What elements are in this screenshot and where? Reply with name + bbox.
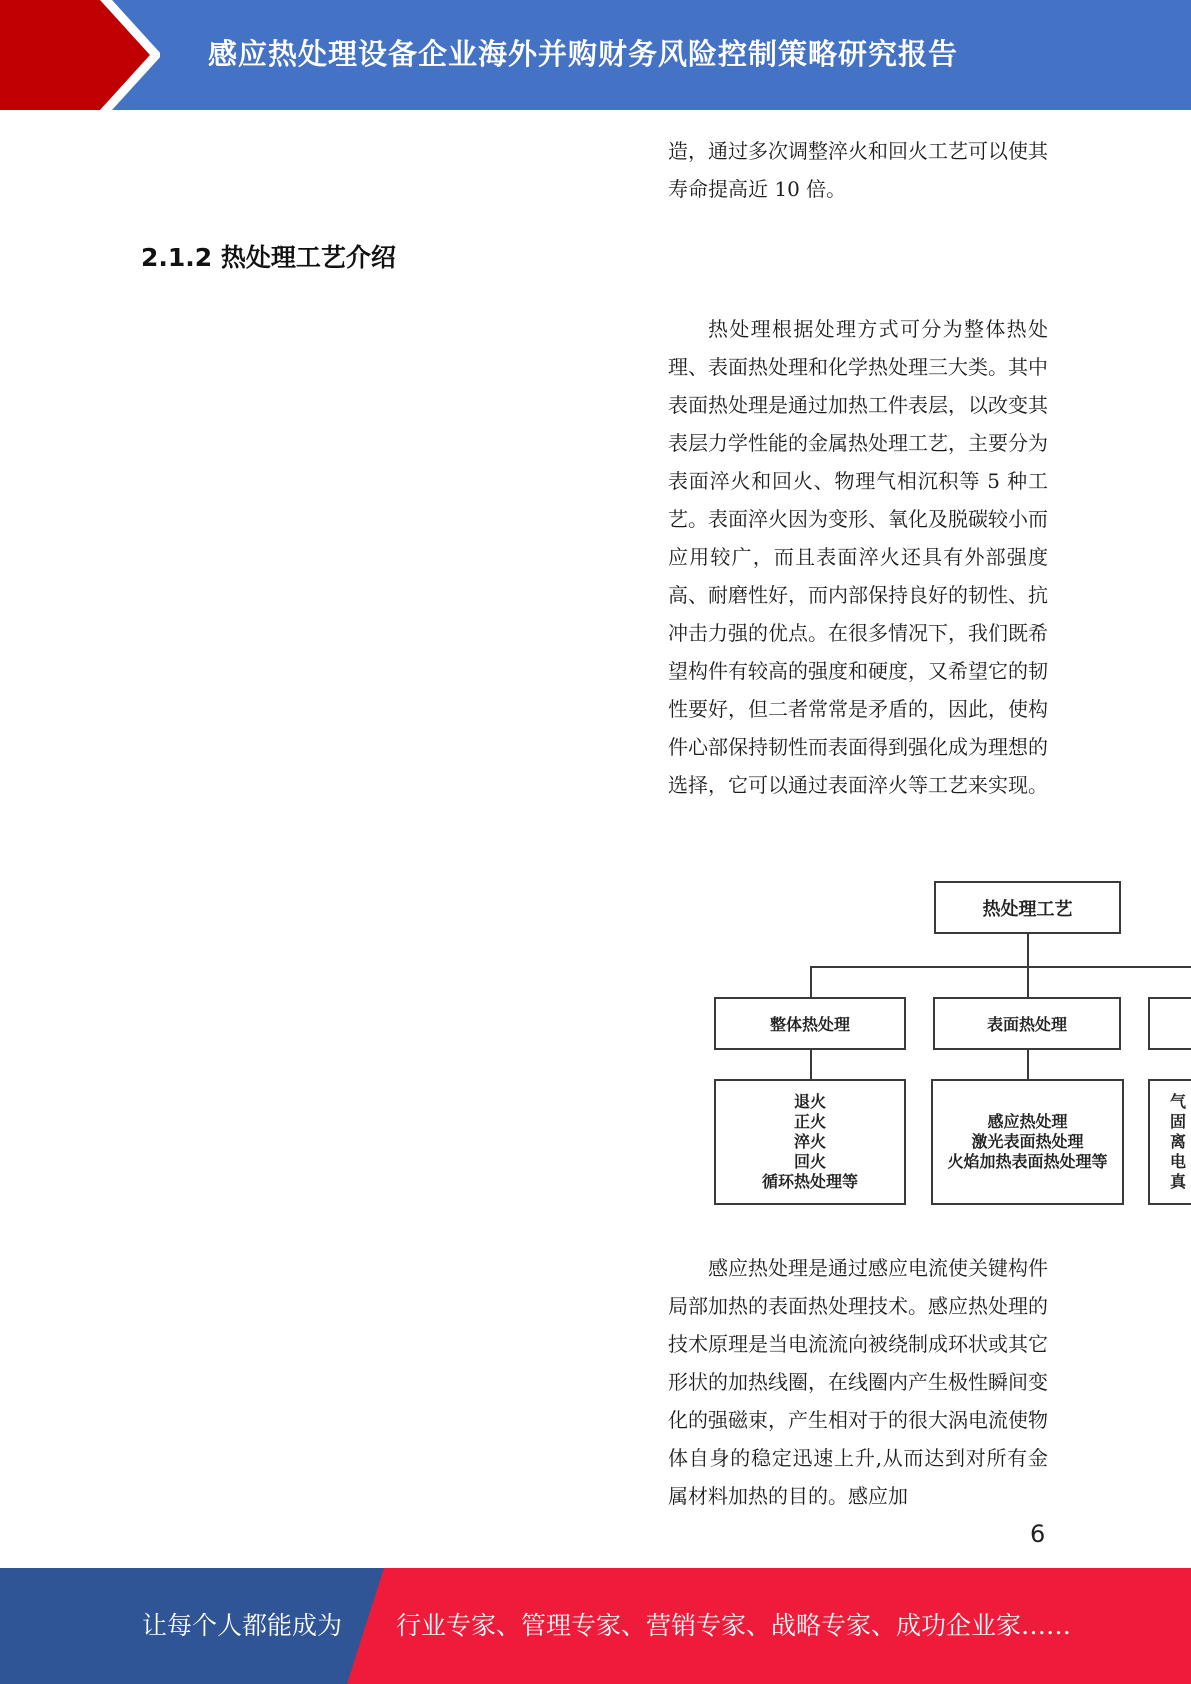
- diagram-category-whole: 整体热处理: [714, 997, 906, 1050]
- list-item: 真: [1170, 1172, 1187, 1191]
- list-item: 退火: [793, 1092, 826, 1111]
- page-header: [0, 0, 1191, 110]
- header-chevron-decoration: [0, 0, 160, 110]
- paragraph-block-1: [668, 310, 1048, 804]
- paragraph-block-2: [668, 1249, 1048, 1515]
- list-item: 感应热处理: [987, 1112, 1068, 1131]
- diagram-category-chemical: [1148, 997, 1191, 1050]
- connector-horizontal: [810, 966, 1191, 968]
- report-title: 感应热处理设备企业海外并购财务风险控制策略研究报告: [208, 37, 959, 71]
- diagram-list-whole: [714, 1079, 906, 1205]
- page-footer: [0, 1568, 1191, 1684]
- diagram-root-box: 热处理工艺: [934, 881, 1121, 934]
- diagram-list-surface: [931, 1079, 1124, 1205]
- connector-cat1-up: [810, 966, 812, 997]
- diagram-list-chemical: [1148, 1079, 1191, 1205]
- list-item: 激光表面热处理: [971, 1132, 1084, 1151]
- list-item: 火焰加热表面热处理等: [947, 1152, 1108, 1171]
- intro-continuation-block: [668, 132, 1048, 208]
- list-item: 正火: [793, 1112, 826, 1131]
- list-item: 离: [1170, 1132, 1187, 1151]
- paragraph-heat-treatment-types: 热处理根据处理方式可分为整体热处理、表面热处理和化学热处理三大类。其中表面热处理是通过加热工件表层，以改变其表层力学性能的金属热处理工艺，主要分为表面淬火和回火、物理气相沉积等 5 种工艺。表面淬火因为变形、氧化及脱碳较小而应用较广，而且表面淬火还具有外部强度高、耐磨性好，而内部保持良好的韧性、抗冲击力强的优点。在很多情况下，我们既希望构件有较高的强度和硬度，又希望它的韧性要好，但二者常常是矛盾的，因此，使构件心部保持韧性而表面得到强化成为理想的选择，它可以通过表面淬火等工艺来实现。: [668, 317, 1048, 797]
- footer-slogan-left: 让每个人都能成为: [142, 1611, 343, 1640]
- list-item: 固: [1170, 1112, 1187, 1131]
- connector-cat1-down: [810, 1050, 812, 1079]
- connector-cat2-up: [1027, 966, 1029, 997]
- connector-cat2-down: [1027, 1050, 1029, 1079]
- section-heading: 2.1.2 热处理工艺介绍: [141, 243, 396, 272]
- footer-slogan-right: 行业专家、管理专家、营销专家、战略专家、成功企业家……: [396, 1611, 1072, 1640]
- list-item: 淬火: [793, 1132, 826, 1151]
- list-item: 电: [1170, 1152, 1187, 1171]
- list-item: 循环热处理等: [761, 1172, 858, 1191]
- intro-continuation-paragraph: 造，通过多次调整淬火和回火工艺可以使其寿命提高近 10 倍。: [668, 139, 1048, 201]
- page-number: 6: [1030, 1520, 1046, 1548]
- list-item: 气: [1170, 1092, 1187, 1111]
- diagram-category-surface: 表面热处理: [933, 997, 1121, 1050]
- list-item: 回火: [793, 1152, 826, 1171]
- paragraph-induction-heating: 感应热处理是通过感应电流使关键构件局部加热的表面热处理技术。感应热处理的技术原理是当电流流向被绕制成环状或其它形状的加热线圈，在线圈内产生极性瞬间变化的强磁束，产生相对于的很大涡电流使物体自身的稳定迅速上升,从而达到对所有金属材料加热的目的。感应加: [668, 1256, 1048, 1508]
- connector-root-down: [1027, 934, 1029, 967]
